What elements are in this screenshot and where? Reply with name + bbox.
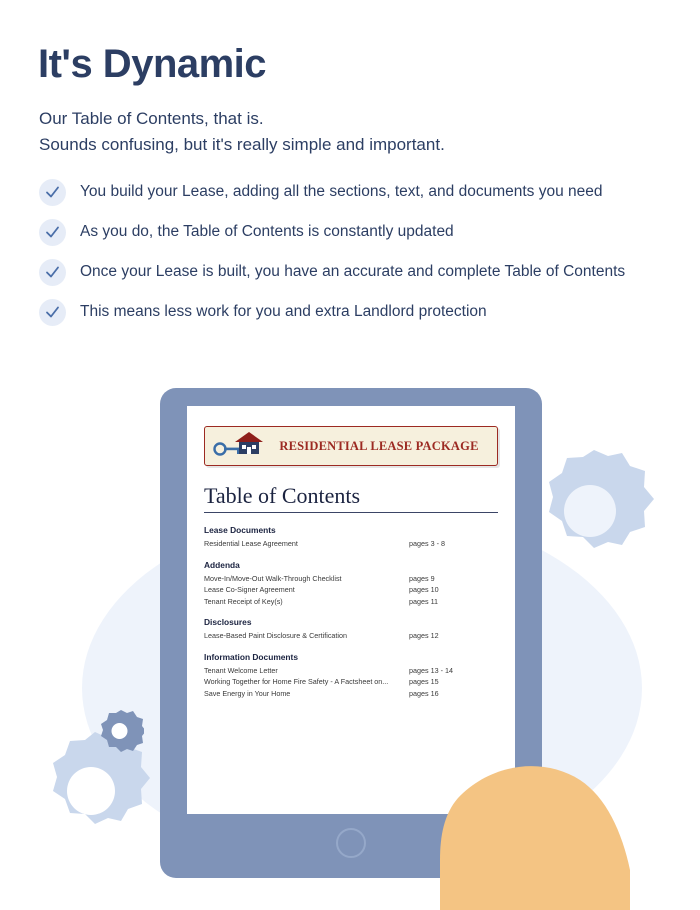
- check-icon: [39, 299, 66, 326]
- toc-entry-title: Tenant Receipt of Key(s): [204, 596, 283, 606]
- gear-decoration-right: [524, 438, 664, 598]
- tablet-home-button[interactable]: [336, 828, 366, 858]
- toc-entry-pages: pages 3 - 8: [409, 539, 445, 548]
- toc-entry[interactable]: [204, 688, 498, 700]
- hand-illustration: [430, 740, 660, 910]
- toc-entry[interactable]: [204, 538, 498, 550]
- benefits-list: [39, 172, 679, 332]
- check-icon: [39, 179, 66, 206]
- list-item: [39, 212, 679, 252]
- subtitle: [39, 106, 445, 158]
- list-item-label: As you do, the Table of Contents is constantly updated: [80, 223, 454, 240]
- toc-entry-title: Tenant Welcome Letter: [204, 665, 278, 675]
- toc-entry-pages: pages 13 - 14: [409, 665, 453, 675]
- toc-entry-pages: pages 15: [409, 677, 439, 686]
- toc-entry[interactable]: [204, 573, 498, 585]
- toc-section-heading: Lease Documents: [204, 525, 276, 535]
- lease-document: [204, 426, 498, 699]
- toc-heading: Table of Contents: [204, 483, 361, 508]
- toc-section-heading: Information Documents: [204, 651, 298, 662]
- gear-decoration-small: [98, 706, 144, 758]
- house-key-icon: [211, 429, 269, 464]
- list-item-label: This means less work for you and extra Landlord protection: [80, 303, 487, 320]
- toc-entry-title: Residential Lease Agreement: [204, 539, 298, 548]
- list-item-label: Once your Lease is built, you have an accurate and complete Table of Contents: [80, 263, 626, 280]
- toc-entry-pages: pages 9: [409, 573, 435, 583]
- page-title: It's Dynamic: [38, 42, 267, 86]
- toc-entry-pages: pages 10: [409, 585, 439, 594]
- list-item: [39, 172, 679, 212]
- toc-divider: [204, 512, 498, 513]
- toc-section-heading: Disclosures: [204, 617, 252, 627]
- toc-entry-title: Move-In/Move-Out Walk-Through Checklist: [204, 573, 342, 583]
- toc-entry[interactable]: [204, 676, 498, 688]
- list-item-label: You build your Lease, adding all the sections, text, and documents you need: [80, 183, 603, 200]
- list-item: [39, 252, 679, 292]
- toc-entry[interactable]: [204, 630, 498, 642]
- toc-entry[interactable]: [204, 665, 498, 677]
- subtitle-line-1: Our Table of Contents, that is.: [39, 109, 264, 128]
- toc-entry-title: Lease-Based Paint Disclosure & Certification: [204, 631, 348, 640]
- toc-entry-pages: pages 12: [409, 631, 439, 640]
- toc-entry-title: Working Together for Home Fire Safety - A Factsheet on...: [204, 677, 389, 686]
- list-item: [39, 292, 679, 332]
- toc-section-heading: Addenda: [204, 559, 240, 570]
- toc-entry-pages: pages 16: [409, 688, 439, 698]
- check-icon: [39, 259, 66, 286]
- check-icon: [39, 219, 66, 246]
- toc-entry-title: Lease Co-Signer Agreement: [204, 585, 295, 594]
- toc-entry-title: Save Energy in Your Home: [204, 688, 291, 698]
- document-banner-title: RESIDENTIAL LEASE PACKAGE: [279, 438, 479, 453]
- toc-entry[interactable]: [204, 584, 498, 596]
- toc-entry[interactable]: [204, 596, 498, 608]
- document-banner: [204, 426, 498, 466]
- toc-entry-pages: pages 11: [409, 596, 439, 606]
- subtitle-line-2: Sounds confusing, but it's really simple and important.: [39, 135, 445, 154]
